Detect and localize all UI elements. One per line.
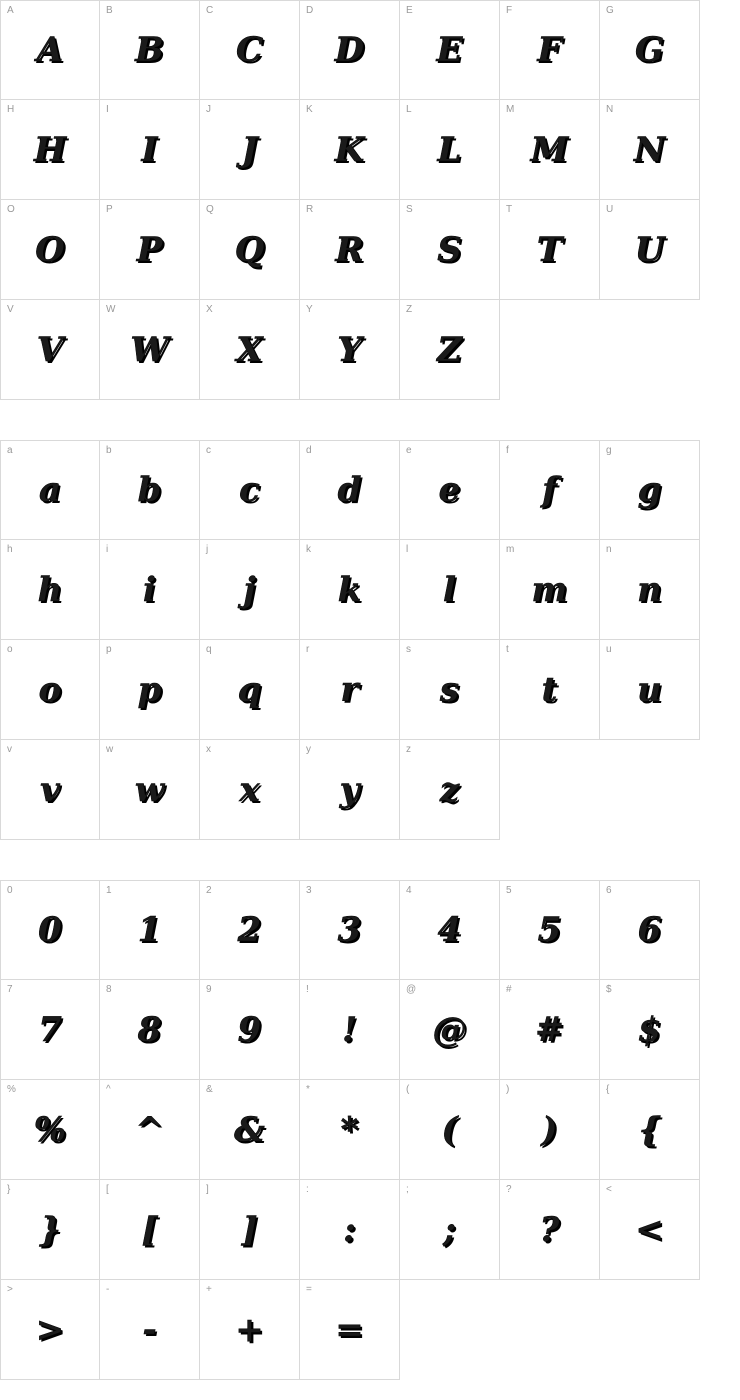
glyph-cell[interactable] [0, 740, 100, 840]
glyph-row [0, 640, 740, 740]
glyph-cell[interactable] [0, 1280, 100, 1380]
glyph-sample: d [337, 470, 362, 510]
glyph-cell[interactable] [500, 440, 600, 540]
glyph-sample: 5 [537, 910, 562, 950]
glyph-sample: 6 [637, 910, 662, 950]
glyph-sample: u [637, 669, 662, 710]
glyph-code-label: @ [406, 984, 417, 995]
glyph-code-label: ( [406, 1084, 410, 1095]
glyph-sample: G [634, 30, 665, 70]
glyph-sample: B [135, 30, 164, 70]
glyph-cell[interactable] [600, 540, 700, 640]
glyph-sample: & [234, 1109, 265, 1150]
glyph-cell[interactable] [200, 1180, 300, 1280]
glyph-sample: n [637, 569, 662, 610]
glyph-sample: - [142, 1309, 157, 1350]
glyph-cell[interactable] [300, 740, 400, 840]
glyph-cell[interactable] [500, 1080, 600, 1180]
glyph-code-label: t [506, 644, 509, 655]
glyph-row [0, 1180, 740, 1280]
glyph-row [0, 740, 740, 840]
glyph-sample: H [33, 129, 67, 170]
glyph-code-label: G [606, 5, 614, 16]
glyph-sample: a [38, 470, 62, 510]
glyph-sample: ? [539, 1209, 560, 1250]
glyph-code-label: > [7, 1284, 13, 1295]
glyph-block-lowercase [0, 440, 740, 840]
glyph-cell[interactable] [300, 1080, 400, 1180]
glyph-code-label: [ [106, 1184, 109, 1195]
glyph-code-label: D [306, 5, 314, 16]
glyph-sample: i [143, 569, 156, 610]
glyph-code-label: J [206, 104, 211, 115]
glyph-cell[interactable] [300, 1180, 400, 1280]
glyph-cell[interactable] [600, 0, 700, 100]
glyph-sample: y [339, 769, 360, 810]
glyph-code-label: = [306, 1284, 312, 1295]
glyph-cell[interactable] [400, 640, 500, 740]
glyph-sample: s [439, 669, 460, 710]
glyph-cell[interactable] [400, 980, 500, 1080]
glyph-sample: L [437, 129, 462, 170]
glyph-cell[interactable] [500, 880, 600, 980]
glyph-cell[interactable] [300, 880, 400, 980]
glyph-cell[interactable] [400, 1180, 500, 1280]
glyph-sample: T [536, 229, 563, 270]
glyph-sample: 1 [137, 910, 162, 950]
glyph-row [0, 540, 740, 640]
glyph-sample: A [36, 30, 64, 70]
glyph-sample: r [340, 669, 359, 710]
glyph-cell[interactable] [200, 540, 300, 640]
glyph-cell[interactable] [0, 880, 100, 980]
glyph-sample: I [141, 129, 158, 170]
glyph-sample: 7 [38, 1009, 62, 1050]
glyph-code-label: + [206, 1284, 212, 1295]
glyph-code-label: ^ [106, 1084, 111, 1095]
glyph-cell[interactable] [300, 640, 400, 740]
glyph-cell[interactable] [0, 540, 100, 640]
glyph-sample: x [239, 769, 260, 810]
glyph-sample: X [236, 329, 263, 370]
glyph-cell[interactable] [600, 200, 700, 300]
glyph-sample: l [443, 569, 456, 610]
glyph-code-label: C [206, 5, 214, 16]
glyph-code-label: H [7, 104, 15, 115]
glyph-cell[interactable] [100, 1280, 200, 1380]
glyph-sample: U [634, 229, 665, 270]
glyph-cell[interactable] [500, 1180, 600, 1280]
glyph-sample: ( [441, 1109, 458, 1150]
glyph-cell[interactable] [200, 640, 300, 740]
glyph-code-label: y [306, 744, 311, 755]
glyph-code-label: g [606, 445, 612, 456]
glyph-cell[interactable] [200, 880, 300, 980]
glyph-sample: 9 [237, 1009, 262, 1050]
glyph-sample: E [436, 30, 463, 70]
glyph-sample: p [137, 669, 162, 710]
glyph-sample: 4 [437, 910, 462, 950]
glyph-cell[interactable] [100, 540, 200, 640]
glyph-code-label: P [106, 204, 113, 215]
glyph-code-label: I [106, 104, 109, 115]
glyph-cell[interactable] [100, 880, 200, 980]
glyph-cell[interactable] [400, 200, 500, 300]
glyph-code-label: 2 [206, 885, 212, 896]
glyph-sample: P [136, 229, 163, 270]
glyph-sample: N [633, 129, 666, 170]
glyph-cell[interactable] [200, 1080, 300, 1180]
glyph-cell[interactable] [0, 100, 100, 200]
glyph-code-label: i [106, 544, 109, 555]
glyph-code-label: U [606, 204, 614, 215]
glyph-sample: o [38, 669, 62, 710]
glyph-code-label: Y [306, 304, 313, 315]
glyph-sample: D [334, 30, 365, 70]
glyph-code-label: K [306, 104, 313, 115]
glyph-sample: Z [437, 329, 462, 370]
glyph-cell[interactable] [100, 100, 200, 200]
glyph-cell[interactable] [300, 100, 400, 200]
glyph-code-label: z [406, 744, 411, 755]
glyph-code-label: f [506, 445, 509, 456]
glyph-code-label: N [606, 104, 614, 115]
glyph-sample: * [340, 1109, 359, 1150]
glyph-sample: t [541, 669, 558, 710]
glyph-cell[interactable] [100, 740, 200, 840]
glyph-code-label: ; [406, 1184, 409, 1195]
glyph-cell[interactable] [400, 100, 500, 200]
glyph-sample: w [134, 769, 165, 810]
glyph-sample: K [334, 129, 365, 170]
glyph-code-label: % [7, 1084, 16, 1095]
glyph-code-label: 0 [7, 885, 13, 896]
glyph-code-label: 6 [606, 885, 612, 896]
glyph-sample: J [241, 129, 258, 170]
glyph-sample: k [337, 569, 362, 610]
glyph-cell[interactable] [200, 0, 300, 100]
glyph-code-label: * [306, 1084, 310, 1095]
glyph-cell[interactable] [300, 540, 400, 640]
glyph-code-label: M [506, 104, 515, 115]
glyph-sample: % [33, 1109, 67, 1150]
glyph-sample: Y [337, 329, 362, 370]
glyph-code-label: p [106, 644, 112, 655]
glyph-sample: V [36, 329, 64, 370]
glyph-code-label: B [106, 5, 113, 16]
glyph-code-label: X [206, 304, 213, 315]
glyph-code-label: l [406, 544, 409, 555]
glyph-code-label: o [7, 644, 13, 655]
glyph-code-label: ! [306, 984, 309, 995]
glyph-sample: ; [443, 1209, 456, 1250]
glyph-cell[interactable] [0, 440, 100, 540]
glyph-cell[interactable] [500, 540, 600, 640]
glyph-code-label: 7 [7, 984, 13, 995]
glyph-cell[interactable] [500, 200, 600, 300]
glyph-cell[interactable] [400, 0, 500, 100]
glyph-code-label: O [7, 204, 15, 215]
glyph-row [0, 300, 740, 400]
glyph-sample: S [437, 229, 462, 270]
glyph-code-label: ] [206, 1184, 209, 1195]
glyph-code-label: R [306, 204, 314, 215]
glyph-cell[interactable] [200, 300, 300, 400]
glyph-block-uppercase [0, 0, 740, 400]
glyph-sample: e [438, 470, 461, 510]
glyph-code-label: u [606, 644, 612, 655]
glyph-cell[interactable] [0, 1080, 100, 1180]
glyph-code-label: n [606, 544, 612, 555]
glyph-cell[interactable] [500, 640, 600, 740]
glyph-sample: Q [234, 229, 265, 270]
glyph-row [0, 880, 740, 980]
glyph-code-label: a [7, 445, 13, 456]
glyph-sample: ! [342, 1009, 357, 1050]
glyph-code-label: s [406, 644, 411, 655]
glyph-cell[interactable] [400, 440, 500, 540]
glyph-cell[interactable] [500, 100, 600, 200]
glyph-cell[interactable] [0, 0, 100, 100]
glyph-sample: f [542, 470, 557, 510]
glyph-code-label: 5 [506, 885, 512, 896]
glyph-sample: $ [637, 1009, 662, 1050]
glyph-cell[interactable] [400, 300, 500, 400]
glyph-cell[interactable] [100, 1080, 200, 1180]
glyph-code-label: E [406, 5, 413, 16]
glyph-cell[interactable] [100, 200, 200, 300]
glyph-sample: = [335, 1309, 364, 1350]
glyph-cell[interactable] [100, 440, 200, 540]
glyph-code-label: ) [506, 1084, 510, 1095]
glyph-code-label: m [506, 544, 515, 555]
glyph-code-label: < [606, 1184, 612, 1195]
glyph-cell[interactable] [600, 880, 700, 980]
glyph-cell[interactable] [500, 980, 600, 1080]
glyph-code-label: : [306, 1184, 309, 1195]
glyph-code-label: v [7, 744, 12, 755]
glyph-code-label: - [106, 1284, 110, 1295]
glyph-cell[interactable] [200, 440, 300, 540]
glyph-code-label: h [7, 544, 13, 555]
glyph-sample: h [37, 569, 63, 610]
glyph-cell[interactable] [600, 1080, 700, 1180]
glyph-code-label: S [406, 204, 413, 215]
glyph-sample: C [235, 30, 264, 70]
glyph-cell[interactable] [100, 1180, 200, 1280]
glyph-sample: ^ [135, 1109, 164, 1150]
glyph-cell[interactable] [0, 300, 100, 400]
glyph-code-label: d [306, 445, 312, 456]
glyph-code-label: e [406, 445, 412, 456]
glyph-cell[interactable] [0, 980, 100, 1080]
glyph-sample: # [535, 1009, 564, 1050]
glyph-code-label: V [7, 304, 14, 315]
glyph-sample: ] [241, 1209, 258, 1250]
glyph-cell[interactable] [300, 300, 400, 400]
glyph-cell[interactable] [200, 740, 300, 840]
glyph-sample: 3 [337, 910, 362, 950]
glyph-code-label: # [506, 984, 512, 995]
glyph-code-label: & [206, 1084, 213, 1095]
glyph-row [0, 1280, 740, 1380]
glyph-row [0, 200, 740, 300]
glyph-sample: W [130, 329, 169, 370]
glyph-sample: < [635, 1209, 664, 1250]
glyph-cell[interactable] [100, 980, 200, 1080]
glyph-cell[interactable] [600, 980, 700, 1080]
glyph-sample: M [530, 129, 569, 170]
glyph-sample: g [637, 470, 662, 510]
glyph-cell[interactable] [400, 1080, 500, 1180]
glyph-sample: 2 [237, 910, 262, 950]
glyph-code-label: 1 [106, 885, 112, 896]
glyph-sample: @ [432, 1009, 467, 1050]
glyph-sample: q [237, 669, 262, 710]
glyph-cell[interactable] [300, 1280, 400, 1380]
glyph-cell[interactable] [400, 880, 500, 980]
glyph-code-label: Z [406, 304, 413, 315]
glyph-sample: z [439, 769, 460, 810]
glyph-cell[interactable] [600, 1180, 700, 1280]
glyph-cell[interactable] [200, 1280, 300, 1380]
glyph-cell[interactable] [200, 980, 300, 1080]
glyph-sample: R [335, 229, 364, 270]
glyph-sample: + [235, 1309, 264, 1350]
glyph-code-label: j [206, 544, 209, 555]
glyph-code-label: { [606, 1084, 610, 1095]
glyph-code-label: W [106, 304, 116, 315]
glyph-block-digits-symbols [0, 880, 740, 1380]
glyph-code-label: r [306, 644, 310, 655]
glyph-code-label: $ [606, 984, 612, 995]
glyph-cell[interactable] [400, 740, 500, 840]
block-separator [0, 400, 740, 440]
glyph-code-label: A [7, 5, 14, 16]
glyph-cell[interactable] [0, 200, 100, 300]
glyph-cell[interactable] [600, 100, 700, 200]
glyph-cell[interactable] [0, 1180, 100, 1280]
glyph-code-label: Q [206, 204, 214, 215]
glyph-code-label: 9 [206, 984, 212, 995]
glyph-sample: { [638, 1109, 661, 1150]
glyph-sample: ) [541, 1109, 558, 1150]
glyph-code-label: q [206, 644, 212, 655]
glyph-cell[interactable] [300, 440, 400, 540]
glyph-code-label: x [206, 744, 211, 755]
block-separator [0, 840, 740, 880]
glyph-sample: > [35, 1309, 65, 1350]
glyph-row [0, 1080, 740, 1180]
glyph-code-label: F [506, 5, 513, 16]
glyph-code-label: ? [506, 1184, 512, 1195]
glyph-code-label: w [106, 744, 114, 755]
glyph-sample: b [137, 470, 162, 510]
glyph-cell[interactable] [500, 0, 600, 100]
glyph-cell[interactable] [600, 440, 700, 540]
glyph-code-label: 3 [306, 885, 312, 896]
glyph-sample: v [40, 769, 60, 810]
glyph-cell[interactable] [100, 640, 200, 740]
glyph-sample: [ [141, 1209, 158, 1250]
glyph-cell[interactable] [100, 0, 200, 100]
glyph-cell[interactable] [200, 200, 300, 300]
glyph-code-label: c [206, 445, 211, 456]
glyph-row [0, 440, 740, 540]
glyph-code-label: k [306, 544, 311, 555]
glyph-code-label: T [506, 204, 513, 215]
glyph-code-label: 8 [106, 984, 112, 995]
glyph-row [0, 980, 740, 1080]
glyph-code-label: b [106, 445, 112, 456]
glyph-cell[interactable] [600, 640, 700, 740]
glyph-sample: c [239, 470, 260, 510]
glyph-cell[interactable] [300, 200, 400, 300]
glyph-code-label: } [7, 1184, 11, 1195]
glyph-cell[interactable] [400, 540, 500, 640]
glyph-row [0, 0, 740, 100]
glyph-sample: F [537, 30, 562, 70]
glyph-sample: O [35, 229, 65, 270]
glyph-sample: j [243, 569, 256, 610]
glyph-sample: 8 [137, 1009, 162, 1050]
glyph-cell[interactable] [300, 980, 400, 1080]
glyph-cell[interactable] [300, 0, 400, 100]
glyph-sample: } [39, 1209, 61, 1250]
glyph-cell[interactable] [200, 100, 300, 200]
glyph-code-label: 4 [406, 885, 412, 896]
glyph-sample: 0 [38, 910, 62, 950]
glyph-cell[interactable] [100, 300, 200, 400]
glyph-sample: : [343, 1209, 356, 1250]
glyph-sample: m [531, 569, 568, 610]
glyph-row [0, 100, 740, 200]
glyph-cell[interactable] [0, 640, 100, 740]
glyph-code-label: L [406, 104, 412, 115]
